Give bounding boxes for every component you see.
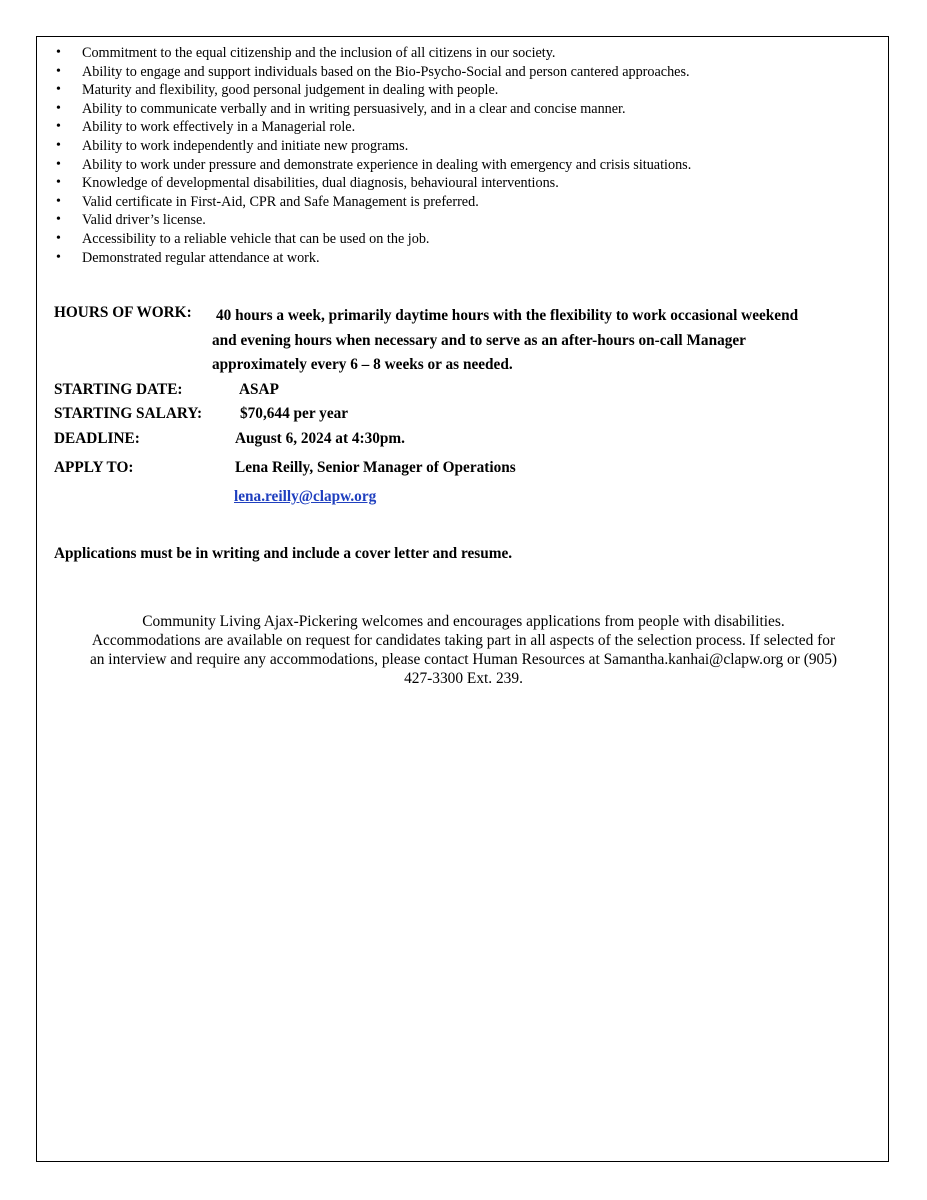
bullet-icon: •	[56, 212, 61, 228]
list-item	[54, 156, 691, 175]
requirement-text: Demonstrated regular attendance at work.	[82, 249, 320, 266]
apply-to-email-row	[234, 488, 376, 506]
list-item	[54, 137, 691, 156]
requirement-text: Maturity and flexibility, good personal judgement in dealing with people.	[82, 82, 499, 99]
bullet-icon: •	[56, 249, 61, 265]
bullet-icon: •	[56, 193, 61, 209]
apply-to-name: Lena Reilly, Senior Manager of Operations	[235, 459, 516, 476]
footer-line: 427-3300 Ext. 239.	[404, 670, 523, 687]
requirement-text: Knowledge of developmental disabilities, dual diagnosis, behavioural interventions.	[82, 175, 559, 192]
requirement-text: Ability to engage and support individuals based on the Bio-Psycho-Social and person cantered approaches.	[82, 63, 690, 80]
bullet-icon: •	[56, 230, 61, 246]
hours-line: and evening hours when necessary and to serve as an after-hours on-call Manager	[212, 331, 746, 349]
requirement-text: Commitment to the equal citizenship and the inclusion of all citizens in our society.	[82, 45, 556, 61]
apply-to-label: APPLY TO:	[54, 459, 134, 476]
hours-line: 40 hours a week, primarily daytime hours with the flexibility to work occasional weekend	[216, 307, 799, 324]
requirement-text: Ability to work independently and initiate new programs.	[82, 137, 409, 154]
list-item	[54, 211, 691, 230]
footer-line: an interview and require any accommodations, please contact Human Resources at Samantha.kanhai@clapw.org or (905)	[89, 651, 838, 668]
starting-date-label: STARTING DATE:	[54, 381, 183, 398]
list-item	[54, 44, 691, 63]
starting-salary-value: $70,644 per year	[240, 405, 349, 422]
bullet-icon: •	[56, 156, 61, 172]
footer-line: Community Living Ajax-Pickering welcomes and encourages applications from people with disabilities.	[142, 613, 785, 630]
list-item	[54, 118, 691, 137]
deadline-label: DEADLINE:	[54, 430, 140, 447]
hours-label: HOURS OF WORK:	[54, 304, 192, 321]
bullet-icon: •	[56, 82, 61, 98]
requirement-text: Ability to communicate verbally and in writing persuasively, and in a clear and concise manner.	[82, 100, 626, 117]
starting-salary-label: STARTING SALARY:	[54, 405, 203, 422]
bullet-icon: •	[56, 137, 61, 153]
requirement-text: Valid driver’s license.	[82, 212, 206, 229]
list-item	[54, 100, 691, 119]
bullet-icon: •	[56, 63, 61, 79]
applications-note: Applications must be in writing and include a cover letter and resume.	[54, 545, 513, 562]
bullet-icon: •	[56, 100, 61, 116]
requirement-text: Valid certificate in First-Aid, CPR and Safe Management is preferred.	[82, 193, 479, 210]
hours-of-work	[54, 304, 874, 376]
requirement-text: Accessibility to a reliable vehicle that can be used on the job.	[82, 230, 430, 247]
list-item	[54, 81, 691, 100]
bullet-icon: •	[56, 45, 61, 60]
bullet-icon: •	[56, 175, 61, 191]
requirement-text: Ability to work effectively in a Managerial role.	[82, 119, 356, 136]
apply-email-link[interactable]: lena.reilly@clapw.org	[234, 488, 377, 505]
hours-description	[212, 304, 852, 378]
accessibility-statement	[52, 612, 875, 688]
list-item	[54, 249, 691, 268]
requirements-list	[54, 44, 691, 267]
hours-line: approximately every 6 – 8 weeks or as needed.	[212, 356, 513, 373]
bullet-icon: •	[56, 119, 61, 135]
deadline-value: August 6, 2024 at 4:30pm.	[235, 430, 405, 447]
list-item	[54, 193, 691, 212]
list-item	[54, 230, 691, 249]
starting-date-value: ASAP	[239, 381, 279, 398]
footer-line: Accommodations are available on request for candidates taking part in all aspects of the selection process. If selected for	[91, 632, 836, 649]
list-item	[54, 174, 691, 193]
requirement-text: Ability to work under pressure and demonstrate experience in dealing with emergency and crisis situations.	[82, 156, 692, 173]
list-item	[54, 63, 691, 82]
